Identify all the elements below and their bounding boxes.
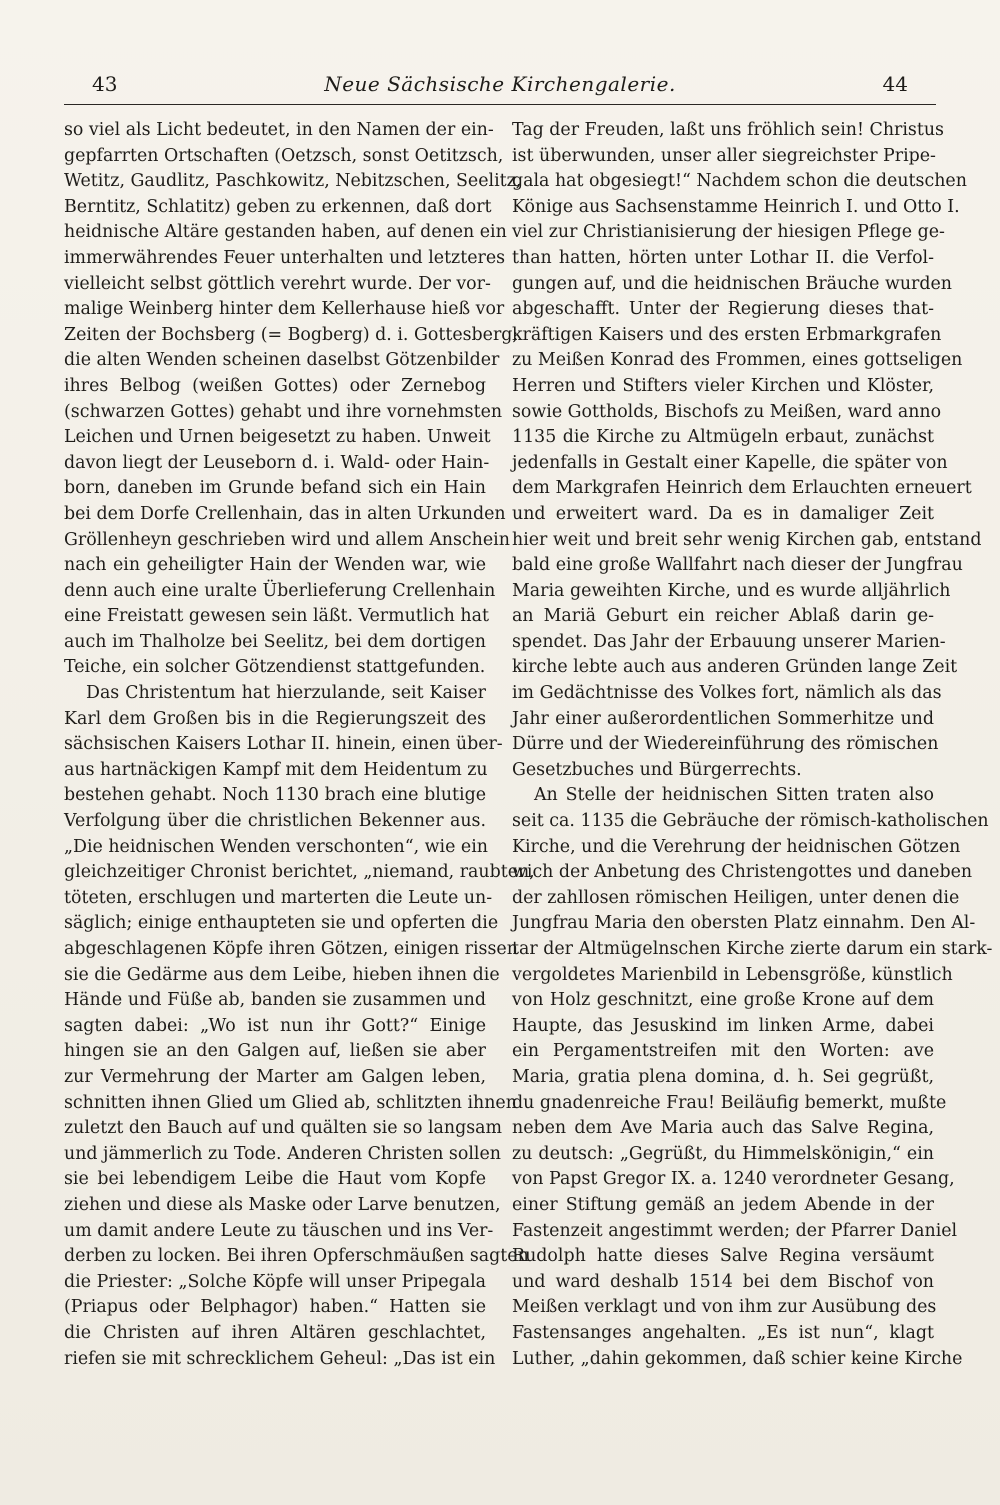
text-line: die alten Wenden scheinen daselbst Götzenbilder [64, 350, 500, 371]
text-line: than hatten, hörten unter Lothar II. die Verfol- [512, 247, 934, 268]
text-line: Dürre und der Wiedereinführung des römischen [512, 734, 939, 755]
text-line: Fastensanges angehalten. „Es ist nun“, klagt [512, 1322, 934, 1343]
text-line: säglich; einige enthaupteten sie und opferten die [64, 913, 499, 934]
text-line: von Papst Gregor IX. a. 1240 verordneter Gesang, [512, 1169, 955, 1190]
text-line: die Priester: „Solche Köpfe will unser Pripegala [64, 1271, 486, 1292]
text-line: „Die heidnischen Wenden verschonten“, wie ein [64, 836, 488, 857]
text-line: davon liegt der Leuseborn d. i. Wald- oder Hain- [64, 452, 490, 473]
text-line: 1135 die Kirche zu Altmügeln erbaut, zunächst [512, 427, 934, 448]
text-line: sächsischen Kaisers Lothar II. hinein, einen über- [64, 734, 503, 755]
text-line: abgeschlagenen Köpfe ihren Götzen, einigen rissen [64, 939, 518, 959]
text-line: Wetitz, Gaudlitz, Paschkowitz, Nebitzschen, Seelitz, [64, 171, 522, 192]
text-line: kirche lebte auch aus anderen Gründen lange Zeit [512, 657, 958, 678]
text-line: Teiche, ein solcher Götzendienst stattgefunden. [64, 657, 486, 678]
text-line: Rudolph hatte dieses Salve Regina versäumt [512, 1246, 934, 1267]
text-line: Karl dem Großen bis in die Regierungszeit des [64, 708, 486, 729]
text-line: Luther, „dahin gekommen, daß schier keine Kirche [512, 1348, 963, 1369]
text-line: Haupte, das Jesuskind im linken Arme, dabei [512, 1015, 934, 1036]
text-line: an Mariä Geburt ein reicher Ablaß darin ge- [512, 606, 934, 627]
text-line: zur Vermehrung der Marter am Galgen leben, [64, 1066, 486, 1087]
text-line: und jämmerlich zu Tode. Anderen Christen sollen [64, 1143, 501, 1164]
text-line: Leichen und Urnen beigesetzt zu haben. Unweit [64, 427, 491, 448]
text-line: im Gedächtnisse des Volkes fort, nämlich als das [512, 683, 942, 704]
text-line: neben dem Ave Maria auch das Salve Regina, [512, 1118, 934, 1139]
text-line: ihres Belbog (weißen Gottes) oder Zernebog [64, 375, 486, 396]
text-line: zu deutsch: „Gegrüßt, du Himmelskönigin,“ ein [512, 1143, 934, 1164]
text-line: gepfarrten Ortschaften (Oetzsch, sonst Oetitzsch, [64, 145, 504, 166]
text-line: bald eine große Wallfahrt nach dieser der Jungfrau [512, 555, 963, 576]
text-line: der zahllosen römischen Heiligen, unter denen die [512, 887, 960, 908]
text-line: und ward deshalb 1514 bei dem Bischof von [512, 1271, 934, 1292]
text-line: sowie Gottholds, Bischofs zu Meißen, ward anno [512, 401, 942, 422]
text-line: sie die Gedärme aus dem Leibe, hieben ihnen die [64, 964, 500, 985]
text-line: Zeiten der Bochsberg (= Bogberg) d. i. Gottesberg; [64, 324, 519, 345]
page-number-right: 44 [882, 72, 908, 96]
text-line: abgeschafft. Unter der Regierung dieses that- [512, 299, 934, 320]
text-line: ist überwunden, unser aller siegreichster Pripe- [512, 145, 936, 166]
text-line: kräftigen Kaisers und des ersten Erbmarkgrafen [512, 324, 942, 345]
text-line: schnitten ihnen Glied um Glied ab, schlitzten ihnen [64, 1092, 517, 1113]
text-line: derben zu locken. Bei ihren Opferschmäußen sagten [64, 1246, 529, 1267]
text-line: hier weit und breit sehr wenig Kirchen gab, entstand [512, 529, 982, 550]
text-line: die Christen auf ihren Altären geschlachtet, [64, 1322, 486, 1343]
text-line: Gesetzbuches und Bürgerrechts. [512, 759, 802, 780]
text-line: An Stelle der heidnischen Sitten traten also [534, 785, 934, 806]
text-line: Hände und Füße ab, banden sie zusammen und [64, 990, 486, 1011]
text-line: (schwarzen Gottes) gehabt und ihre vornehmsten [64, 401, 503, 422]
text-line: vielleicht selbst göttlich verehrt wurde. Der vor- [64, 273, 491, 294]
text-line: Das Christentum hat hierzulande, seit Kaiser [86, 683, 486, 704]
text-line: Verfolgung über die christlichen Bekenner aus. [64, 811, 486, 832]
text-line: ein Pergamentstreifen mit den Worten: ave [512, 1041, 934, 1062]
text-line: bei dem Dorfe Crellenhain, das in alten Urkunden [64, 503, 506, 524]
running-title: Neue Sächsische Kirchengalerie. [324, 72, 676, 96]
text-line: sie bei lebendigem Leibe die Haut vom Kopfe [64, 1169, 486, 1190]
text-line: sagten dabei: „Wo ist nun ihr Gott?“ Einige [64, 1015, 486, 1036]
page-number-left: 43 [92, 72, 118, 96]
text-line: bestehen gehabt. Noch 1130 brach eine blutige [64, 785, 486, 806]
text-line: immerwährendes Feuer unterhalten und letzteres [64, 247, 506, 268]
text-line: zu Meißen Konrad des Frommen, eines gottseligen [512, 350, 963, 371]
text-line: denn auch eine uralte Überlieferung Crellenhain [64, 580, 496, 601]
text-line: vergoldetes Marienbild in Lebensgröße, künstlich [512, 964, 953, 985]
text-line: Gröllenheyn geschrieben wird und allem Anschein [64, 529, 510, 550]
text-line: Könige aus Sachsenstamme Heinrich I. und Otto I. [512, 196, 960, 217]
text-line: Maria, gratia plena domina, d. h. Sei gegrüßt, [512, 1066, 934, 1087]
text-line: Kirche, und die Verehrung der heidnischen Götzen [512, 836, 961, 857]
text-line: gungen auf, und die heidnischen Bräuche wurden [512, 273, 952, 294]
text-line: um damit andere Leute zu täuschen und ins Ver- [64, 1220, 494, 1241]
text-line: seit ca. 1135 die Gebräuche der römisch-katholischen [512, 811, 989, 832]
text-line: spendet. Das Jahr der Erbauung unserer Marien- [512, 631, 946, 652]
text-line: born, daneben im Grunde befand sich ein Hain [64, 478, 486, 499]
text-line: einer Stiftung gemäß an jedem Abende in der [512, 1194, 934, 1215]
text-line: zuletzt den Bauch auf und quälten sie so langsam [64, 1118, 502, 1139]
left-column [64, 118, 535, 1372]
text-line: Herren und Stifters vieler Kirchen und Klöster, [512, 375, 934, 396]
text-line: riefen sie mit schrecklichem Geheul: „Das ist ein [64, 1348, 496, 1369]
text-line: ziehen und diese als Maske oder Larve benutzen, [64, 1194, 501, 1215]
text-line: (Priapus oder Belphagor) haben.“ Hatten sie [64, 1297, 486, 1318]
text-line: Maria geweihten Kirche, und es wurde alljährlich [512, 580, 951, 601]
text-line: gala hat obgesiegt!“ Nachdem schon die deutschen [512, 171, 967, 192]
right-column [512, 118, 993, 1372]
text-line: töteten, erschlugen und marterten die Leute un- [64, 887, 493, 908]
text-line: und erweitert ward. Da es in damaliger Zeit [512, 503, 934, 524]
text-line: Jahr einer außerordentlichen Sommerhitze und [512, 708, 934, 729]
text-line: von Holz geschnitzt, eine große Krone auf dem [512, 990, 934, 1011]
text-line: Jungfrau Maria den obersten Platz einnahm. Den Al- [512, 913, 976, 934]
text-line: Tag der Freuden, laßt uns fröhlich sein! Christus [512, 120, 944, 140]
text-line: Meißen verklagt und von ihm zur Ausübung des [512, 1297, 937, 1318]
text-line: Berntitz, Schlatitz) geben zu erkennen, daß dort [64, 196, 492, 217]
text-line: aus hartnäckigen Kampf mit dem Heidentum zu [64, 759, 488, 780]
text-line: du gnadenreiche Frau! Beiläufig bemerkt, mußte [512, 1092, 947, 1113]
text-line: viel zur Christianisierung der hiesigen Pflege ge- [512, 222, 945, 243]
text-line: heidnische Altäre gestanden haben, auf denen ein [64, 222, 507, 243]
text-line: malige Weinberg hinter dem Kellerhause hieß vor [64, 299, 505, 320]
text-line: nach ein geheiligter Hain der Wenden war, wie [64, 555, 486, 576]
text-line: gleichzeitiger Chronist berichtet, „niemand, raubten, [64, 862, 535, 883]
text-line: so viel als Licht bedeutet, in den Namen der ein- [64, 120, 494, 140]
text-line: Fastenzeit angestimmt werden; der Pfarrer Daniel [512, 1220, 958, 1241]
header-rule [64, 104, 936, 105]
running-header [64, 68, 936, 104]
text-line: jedenfalls in Gestalt einer Kapelle, die später von [512, 452, 948, 473]
text-line: hingen sie an den Galgen auf, ließen sie aber [64, 1041, 486, 1062]
text-line: auch im Thalholze bei Seelitz, bei dem dortigen [64, 631, 486, 652]
text-line: eine Freistatt gewesen sein läßt. Vermutlich hat [64, 606, 489, 627]
text-line: tar der Altmügelnschen Kirche zierte darum ein stark- [512, 939, 993, 959]
text-line: dem Markgrafen Heinrich dem Erlauchten erneuert [512, 478, 972, 499]
text-line: wich der Anbetung des Christengottes und daneben [512, 862, 973, 883]
